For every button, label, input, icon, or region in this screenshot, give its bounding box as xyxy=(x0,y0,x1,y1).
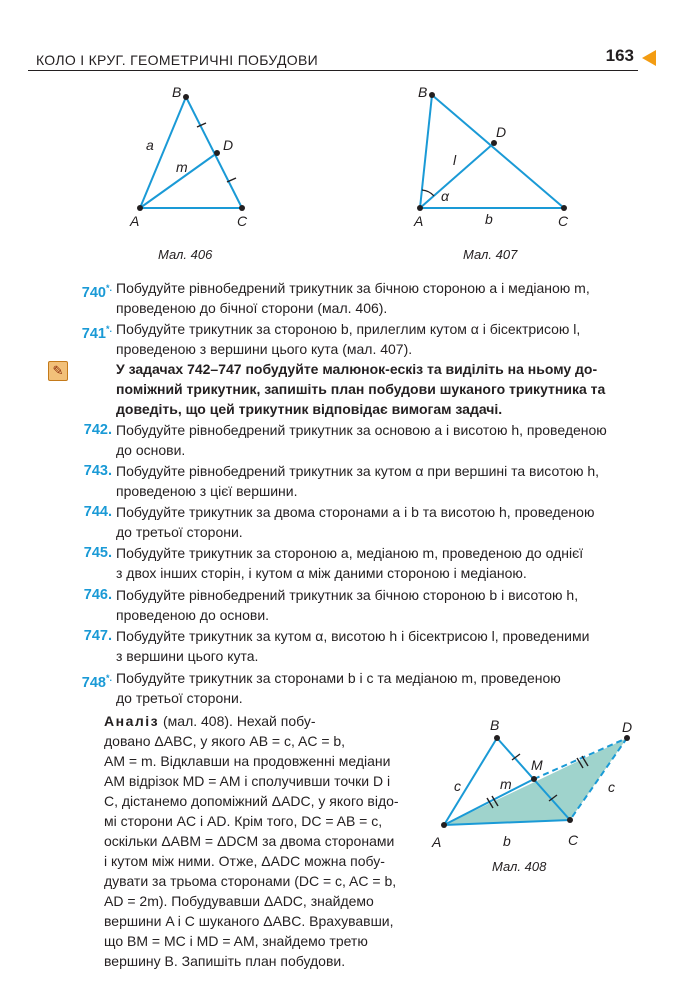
analysis-block: Аналіз (мал. 408). Нехай побу- довано ΔABC, у якого AB = c, AC = b, AM = m. Відклавши на продовженні медіани AM відрізок MD = AM і сполучивши точки D і C, дістанемо допоміжний ΔADC, у якого відо- мі сторони AC і AD. Крім того, DC = AB = c, оскільки ΔABM = ΔDCM за двома сторонами і кутом між ними. Отже, ΔADC можна побу- дувати за трьома сторонами (DC = c, AC = b, AD = 2m). Побудувавши ΔADC, знайдемо вершини A і C шуканого ΔABC. Врахувавши, що BM = MC і MD = AM, знайдемо третю вершину B. Запишіть план побудови. xyxy=(104,713,399,969)
caption-407: Мал. 407 xyxy=(463,247,518,262)
fig407-label-alpha: α xyxy=(441,188,449,204)
problem-742: 742. Побудуйте рівнобедрений трикутник за основою a і висотою h, проведеною до основи. xyxy=(116,420,642,460)
problem-number: 742. xyxy=(83,422,112,438)
fig408-label-m: m xyxy=(500,776,512,792)
fig408-label-c2: c xyxy=(608,779,615,795)
problem-number: 746. xyxy=(83,587,112,603)
problem-number: 743. xyxy=(83,463,112,479)
chapter-title: КОЛО І КРУГ. ГЕОМЕТРИЧНІ ПОБУДОВИ xyxy=(36,52,318,68)
fig408-label-A: A xyxy=(432,834,442,850)
fig408-label-b: b xyxy=(503,833,511,849)
problem-747: 747. Побудуйте трикутник за кутом α, висотою h і бісектрисою l, проведеними з вершини цього кута. xyxy=(116,626,642,666)
fig407-label-B: B xyxy=(418,84,428,100)
fig408-label-c1: c xyxy=(454,778,461,794)
fig406-label-m: m xyxy=(176,159,188,175)
fig406-label-a: a xyxy=(146,137,154,153)
problem-number: 741*. xyxy=(81,324,112,342)
fig408-label-D: D xyxy=(622,719,633,735)
problem-745: 745. Побудуйте трикутник за стороною a, медіаною m, проведеною до однієї з двох інших сторін, і кутом α між даними стороною і медіаною. xyxy=(116,543,642,583)
fig408-label-C: C xyxy=(568,832,579,848)
fig407-label-b: b xyxy=(485,211,493,227)
problem-744: 744. Побудуйте трикутник за двома сторонами a і b та висотою h, проведеною до третьої сторони. xyxy=(116,502,642,542)
problem-number: 745. xyxy=(83,545,112,561)
fig407-label-D: D xyxy=(496,124,507,140)
problem-746: 746. Побудуйте рівнобедрений трикутник за бічною стороною b і висотою h, проведеною до основи. xyxy=(116,585,642,625)
problem-number: 748*. xyxy=(81,673,112,691)
problem-740: 740*. Побудуйте рівнобедрений трикутник за бічною стороною a і медіаною m, проведеною до бічної сторони (мал. 406). xyxy=(116,278,642,318)
fig407-label-C: C xyxy=(558,213,569,229)
page-number: 163 xyxy=(605,46,634,65)
problem-748: 748*. Побудуйте трикутник за сторонами b і c та медіаною m, проведеною до третьої сторони. xyxy=(116,668,642,708)
problem-741: 741*. Побудуйте трикутник за стороною b, прилеглим кутом α і бісектрисою l, проведеною з вершини цього кута (мал. 407). xyxy=(116,319,642,359)
caption-408: Мал. 408 xyxy=(492,859,547,874)
fig408-label-M: M xyxy=(531,757,543,773)
fig408-label-B: B xyxy=(490,717,500,733)
analysis-heading: Аналіз xyxy=(104,713,160,729)
problem-743: 743. Побудуйте рівнобедрений трикутник за кутом α при вершині та висотою h, проведеною з цієї вершини. xyxy=(116,461,642,501)
problem-number: 744. xyxy=(83,504,112,520)
pencil-icon: ✎ xyxy=(48,361,68,381)
fig406-label-C: C xyxy=(237,213,248,229)
caption-406: Мал. 406 xyxy=(158,247,213,262)
fig406-label-B: B xyxy=(172,84,182,100)
fig407-label-l: l xyxy=(453,152,457,168)
fig407-label-A: A xyxy=(414,213,424,229)
instructions-note: У задачах 742–747 побудуйте малюнок-ескіз та виділіть на ньому до- поміжний трикутник, запишіть план побудови шуканого трикутника та доведіть, що цей трикутник відповідає вимогам задачі. xyxy=(116,361,606,417)
problem-number: 747. xyxy=(83,628,112,644)
fig406-label-D: D xyxy=(223,137,234,153)
problem-number: 740*. xyxy=(81,283,112,301)
fig406-label-A: A xyxy=(130,213,140,229)
